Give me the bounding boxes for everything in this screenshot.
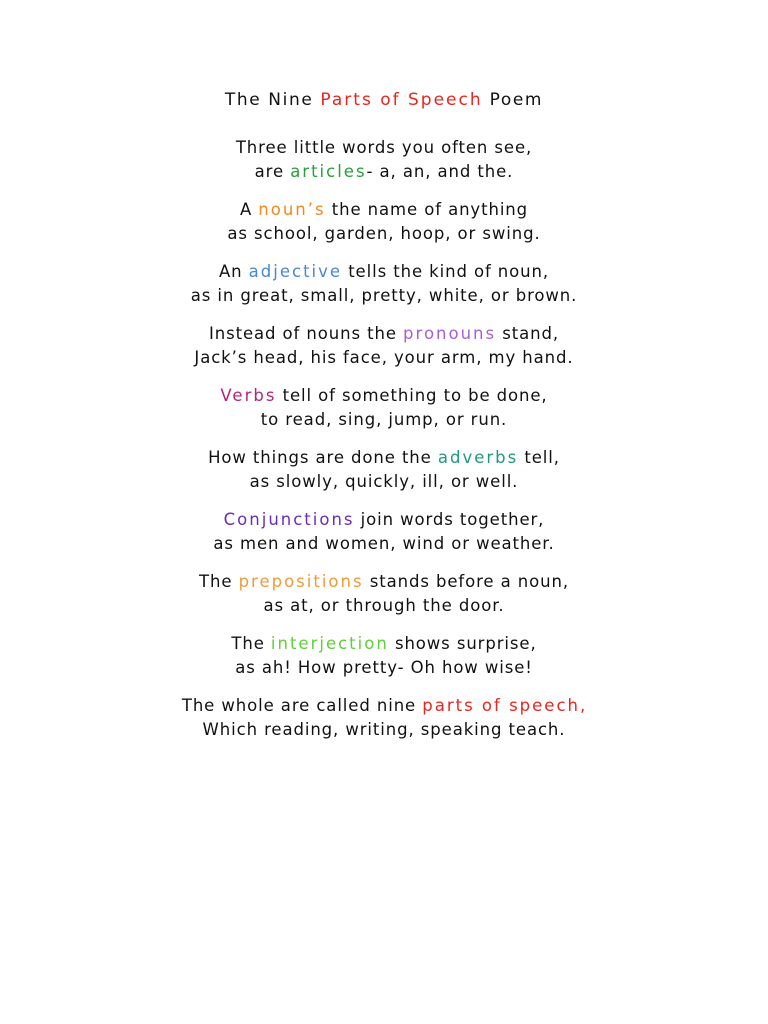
line-text: tells the kind of noun, — [342, 262, 550, 281]
stanza-line: as school, garden, hoop, or swing. — [227, 224, 541, 243]
line-text: How things are done the — [208, 448, 438, 467]
line-text: Three little words you often see, — [235, 138, 533, 157]
stanza-line: as men and women, wind or weather. — [213, 534, 555, 553]
keyword-adjective: adjective — [248, 262, 343, 281]
stanza-adjective — [0, 260, 768, 308]
stanza-adverbs — [0, 446, 768, 494]
stanza-interjection — [0, 632, 768, 680]
line-text: tell of something to be done, — [276, 386, 548, 405]
line-text: The — [199, 572, 239, 591]
stanza-line: Jack’s head, his face, your arm, my hand. — [194, 348, 574, 367]
line-text: - a, an, and the. — [366, 162, 514, 181]
line-text: A — [239, 200, 259, 219]
line-text: An — [218, 262, 249, 281]
stanza-line: Which reading, writing, speaking teach. — [202, 720, 566, 739]
stanza-line: as in great, small, pretty, white, or brown. — [190, 286, 578, 305]
stanza-line — [0, 446, 768, 470]
title-highlight: Parts of Speech — [320, 90, 483, 110]
stanza-prepositions — [0, 570, 768, 618]
line-text: are — [254, 162, 291, 181]
stanza-line — [0, 632, 768, 656]
stanza-closing — [0, 694, 768, 742]
stanza-line — [0, 570, 768, 594]
stanza-line — [0, 384, 768, 408]
stanza-line — [0, 160, 768, 184]
stanza-line — [0, 694, 768, 718]
poem-title — [0, 88, 768, 112]
line-text: The whole are called nine — [181, 696, 423, 715]
line-text: join words together, — [354, 510, 545, 529]
stanza-line: as ah! How pretty- Oh how wise! — [235, 658, 533, 677]
line-text: , — [579, 696, 587, 715]
keyword-parts-of-speech: parts of speech — [422, 696, 580, 715]
stanza-verbs — [0, 384, 768, 432]
stanza-line — [0, 322, 768, 346]
line-text: the name of anything — [325, 200, 529, 219]
stanza-articles — [0, 136, 768, 184]
keyword-pronouns: pronouns — [403, 324, 497, 343]
keyword-adverbs: adverbs — [437, 448, 519, 467]
keyword-verbs: Verbs — [220, 386, 277, 405]
stanza-line — [0, 260, 768, 284]
line-text: stands before a noun, — [363, 572, 569, 591]
line-text: The — [231, 634, 271, 653]
stanza-line — [0, 508, 768, 532]
stanza-line: as slowly, quickly, ill, or well. — [249, 472, 519, 491]
stanza-line: to read, sing, jump, or run. — [260, 410, 508, 429]
title-suffix: Poem — [482, 90, 544, 110]
stanza-line — [0, 136, 768, 160]
stanza-line: as at, or through the door. — [263, 596, 505, 615]
keyword-noun: noun’s — [258, 200, 326, 219]
stanza-noun — [0, 198, 768, 246]
stanza-conjunctions — [0, 508, 768, 556]
line-text: stand, — [496, 324, 560, 343]
stanza-line — [0, 198, 768, 222]
keyword-conjunctions: Conjunctions — [223, 510, 355, 529]
line-text: shows surprise, — [388, 634, 537, 653]
keyword-interjection: interjection — [270, 634, 389, 653]
title-prefix: The Nine — [224, 90, 321, 110]
line-text: tell, — [518, 448, 560, 467]
line-text: Instead of nouns the — [208, 324, 404, 343]
keyword-articles: articles — [290, 162, 367, 181]
keyword-prepositions: prepositions — [238, 572, 364, 591]
stanza-pronouns — [0, 322, 768, 370]
